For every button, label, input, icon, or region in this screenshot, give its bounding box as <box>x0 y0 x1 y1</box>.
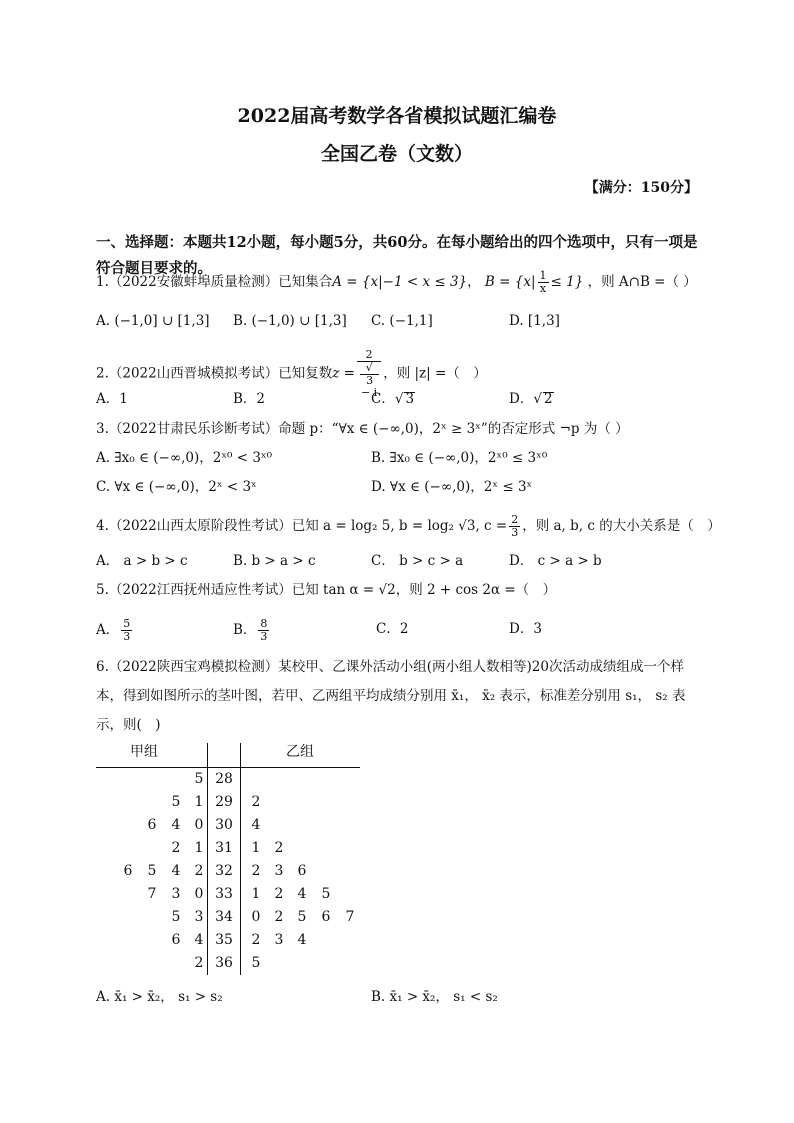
question-1 <box>96 270 706 295</box>
right-leaf: 2 <box>251 794 261 810</box>
q4-prefix: 4.（2022山西太原阶段性考试）已知 a = log₂ 5, b = log₂ √3, c = <box>96 518 508 534</box>
q5-option-b-label: B． <box>233 622 257 638</box>
q6-option-a: A. x̄₁ > x̄₂， s₁ > s₂ <box>96 989 223 1005</box>
question-6-line3: 示，则( ) <box>96 717 161 733</box>
stem-leaf-row <box>96 932 360 954</box>
left-leaf: 2 <box>194 863 204 879</box>
left-leaf: 0 <box>194 817 204 833</box>
q3-option-b: B. ∃x₀ ∈ (−∞,0)，2ˣ⁰ ≤ 3ˣ⁰ <box>371 450 548 466</box>
q5-option-b-den: 3 <box>260 630 268 643</box>
stem: 30 <box>215 817 233 833</box>
q3-option-c: C. ∀x ∈ (−∞,0)，2ˣ < 3ˣ <box>96 479 257 495</box>
q2-frac-den: √ 3 − i <box>360 361 378 399</box>
stem-leaf-header-rule <box>96 767 360 768</box>
stem-leaf-row <box>96 863 360 885</box>
right-leaf: 3 <box>274 932 284 948</box>
left-leaf: 4 <box>171 817 181 833</box>
right-leaf: 5 <box>321 886 331 902</box>
stem: 36 <box>215 955 233 971</box>
q2-frac-num: 2 <box>357 349 381 362</box>
left-leaf: 2 <box>194 955 204 971</box>
q6-option-b: B. x̄₁ > x̄₂， s₁ < s₂ <box>371 989 498 1005</box>
question-4 <box>96 513 721 539</box>
stem: 31 <box>215 840 233 856</box>
q1-option-b: B. (−1,0) ∪ [1,3] <box>233 313 347 329</box>
question-5: 5.（2022江西抚州适应性考试）已知 tan α = √2，则 2 + cos 2α =（ ） <box>96 582 557 598</box>
stem: 35 <box>215 932 233 948</box>
right-leaf: 4 <box>251 817 261 833</box>
q2-suffix: ，则 |z| =（ ） <box>383 365 487 382</box>
stem-leaf-row <box>96 771 360 793</box>
right-leaf: 0 <box>251 909 261 925</box>
q2-option-c-label: C． <box>371 391 395 407</box>
left-leaf: 5 <box>194 771 204 787</box>
q1-option-d: D. [1,3] <box>509 313 560 329</box>
q2-option-d-radicand: 2 <box>543 391 553 407</box>
q5-option-c: C．2 <box>376 621 409 637</box>
q1-set-b-left: {x| <box>514 274 536 290</box>
stem: 32 <box>215 863 233 879</box>
question-3: 3.（2022甘肃民乐诊断考试）命题 p：“∀x ∈ (−∞,0)，2ˣ ≥ 3ˣ”的否定形式 ¬p 为（ ） <box>96 421 629 437</box>
q1-set-b-lhs: B = <box>484 274 511 290</box>
stem-leaf-row <box>96 794 360 816</box>
q4-frac-den: 3 <box>511 526 519 539</box>
q4-option-c: C． b > c > a <box>371 553 464 569</box>
right-leaf: 4 <box>297 886 307 902</box>
q5-option-a-fraction <box>121 618 132 643</box>
stem-leaf-right-header: 乙组 <box>286 744 314 760</box>
q4-fraction <box>509 514 520 539</box>
left-leaf: 4 <box>171 863 181 879</box>
right-leaf: 6 <box>321 909 331 925</box>
right-leaf: 2 <box>251 932 261 948</box>
q5-option-b-num: 8 <box>260 617 268 630</box>
q2-z: z = <box>332 365 355 382</box>
left-leaf: 5 <box>171 909 181 925</box>
q1-frac-num: 1 <box>539 269 547 282</box>
right-leaf: 2 <box>274 840 284 856</box>
q3-option-a: A. ∃x₀ ∈ (−∞,0)，2ˣ⁰ < 3ˣ⁰ <box>96 450 273 466</box>
right-leaf: 2 <box>274 909 284 925</box>
q2-option-b: B．2 <box>233 391 266 407</box>
q5-option-b-fraction <box>258 618 269 643</box>
left-leaf: 6 <box>147 817 157 833</box>
left-leaf: 5 <box>147 863 157 879</box>
q1-suffix: ，则 A∩B =（ ） <box>587 274 697 290</box>
stem-leaf-row <box>96 909 360 931</box>
q1-frac-den: x <box>539 282 547 295</box>
left-leaf: 4 <box>194 932 204 948</box>
left-leaf: 6 <box>171 932 181 948</box>
left-leaf: 1 <box>194 840 204 856</box>
q1-option-c: C. (−1,1] <box>371 313 433 329</box>
q5-option-b <box>233 618 271 643</box>
right-leaf: 1 <box>251 886 261 902</box>
left-leaf: 2 <box>171 840 181 856</box>
q2-option-a: A．1 <box>96 391 128 407</box>
q5-option-a-label: A． <box>96 622 120 638</box>
stem: 34 <box>215 909 233 925</box>
stem: 33 <box>215 886 233 902</box>
stem-leaf-left-header: 甲组 <box>130 744 158 760</box>
q5-option-a-num: 5 <box>123 617 131 630</box>
q4-frac-num: 2 <box>511 513 519 526</box>
exam-subtitle: 全国乙卷（文数） <box>320 143 473 165</box>
q5-option-a <box>96 618 134 643</box>
right-leaf: 3 <box>274 863 284 879</box>
left-leaf: 3 <box>194 909 204 925</box>
left-leaf: 6 <box>123 863 133 879</box>
exam-title: 2022届高考数学各省模拟试题汇编卷 <box>237 105 557 127</box>
stem-leaf-row <box>96 817 360 839</box>
right-leaf: 7 <box>345 909 355 925</box>
left-leaf: 1 <box>194 794 204 810</box>
right-leaf: 5 <box>251 955 261 971</box>
q2-prefix: 2.（2022山西晋城模拟考试）已知复数 <box>96 365 333 382</box>
q1-prefix: 1.（2022安徽蚌埠质量检测）已知集合 <box>96 274 333 290</box>
q2-option-c: C．√ 3 <box>371 391 415 407</box>
right-leaf: 6 <box>297 863 307 879</box>
stem-leaf-plot <box>96 741 362 981</box>
right-leaf: 2 <box>251 863 261 879</box>
q4-option-a: A． a > b > c <box>96 553 188 569</box>
stem-leaf-row <box>96 840 360 862</box>
q1-mid: ， <box>467 274 481 290</box>
q4-suffix: ，则 a, b, c 的大小关系是（ ） <box>522 518 721 534</box>
question-6-line2: 本，得到如图所示的茎叶图，若甲、乙两组平均成绩分别用 x̄₁， x̄₂ 表示，标准差分别用 s₁， s₂ 表 <box>96 688 686 704</box>
stem: 28 <box>215 771 233 787</box>
right-leaf: 5 <box>297 909 307 925</box>
q3-option-d: D. ∀x ∈ (−∞,0)，2ˣ ≤ 3ˣ <box>371 479 533 495</box>
section-heading-line2: 符合题目要求的。 <box>96 260 212 277</box>
stem-leaf-row <box>96 955 360 977</box>
full-score: 【满分：150分】 <box>584 180 698 196</box>
q2-den-rest: − i <box>360 386 378 399</box>
q2-option-d-label: D． <box>509 391 534 407</box>
left-leaf: 7 <box>147 886 157 902</box>
q2-option-c-radicand: 3 <box>405 391 415 407</box>
section-heading-line1: 一、选择题：本题共12小题，每小题5分，共60分。在每小题给出的四个选项中，只有一项是 <box>96 234 698 251</box>
q5-option-d: D．3 <box>509 621 542 637</box>
left-leaf: 0 <box>194 886 204 902</box>
question-6-line1: 6.（2022陕西宝鸡模拟检测）某校甲、乙课外活动小组(两小组人数相等)20次活动成绩组成一个样 <box>96 659 684 675</box>
right-leaf: 4 <box>297 932 307 948</box>
q5-option-a-den: 3 <box>123 630 131 643</box>
stem: 29 <box>215 794 233 810</box>
stem-leaf-row <box>96 886 360 908</box>
q1-set-b-right: ≤ 1} <box>550 274 584 290</box>
left-leaf: 5 <box>171 794 181 810</box>
q1-option-a: A. (−1,0] ∪ [1,3] <box>96 313 210 329</box>
left-leaf: 3 <box>171 886 181 902</box>
q4-option-b: B. b > a > c <box>233 553 316 569</box>
q4-option-d: D． c > a > b <box>509 553 602 569</box>
right-leaf: 2 <box>274 886 284 902</box>
q2-den-sqrt: 3 <box>360 374 379 387</box>
right-leaf: 1 <box>251 840 261 856</box>
q1-fraction <box>538 270 549 295</box>
q2-option-d: D．√ 2 <box>509 391 553 407</box>
q1-set-a: A = {x|−1 < x ≤ 3} <box>332 274 468 290</box>
